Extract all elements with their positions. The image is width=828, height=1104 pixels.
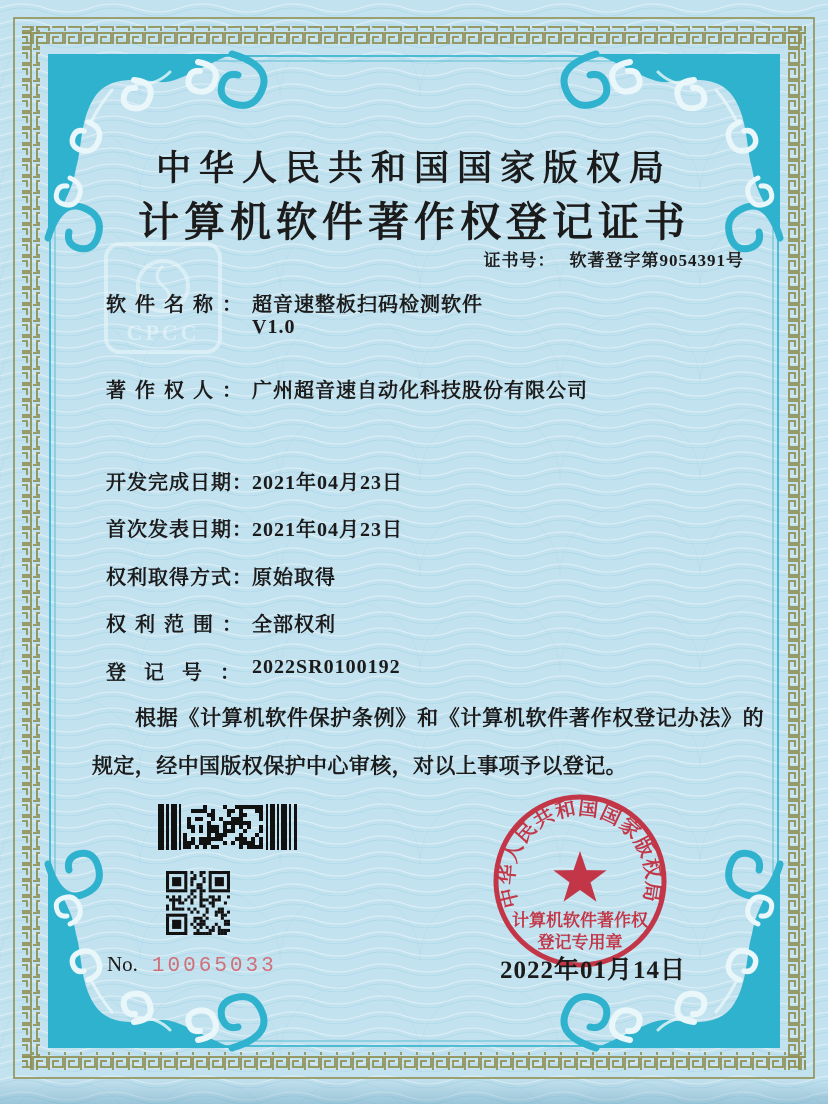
field-row-rights-scope <box>106 608 336 636</box>
field-label: 著作权人： <box>106 380 251 402</box>
certificate-title: 计算机软件著作权登记证书 <box>138 199 690 245</box>
field-value: 全部权利 <box>252 614 336 636</box>
field-row-registration-number <box>106 656 401 684</box>
field-row-dev-complete-date <box>106 466 403 494</box>
field-value: 超音速整板扫码检测软件 <box>252 294 483 316</box>
software-version: V1.0 <box>252 316 296 338</box>
field-row-rights-acquisition <box>106 561 336 589</box>
registration-statement: 根据《计算机软件保护条例》和《计算机软件著作权登记办法》的规定，经中国版权保护中心审核，对以上事项予以登记。 <box>92 706 764 778</box>
red-star-icon <box>553 851 606 902</box>
certificate-number-value: 软著登字第9054391号 <box>569 251 744 270</box>
seal-text-line1: 计算机软件著作权 <box>512 911 648 930</box>
field-row-copyright-owner <box>106 374 588 402</box>
field-row-first-publish-date <box>106 513 403 541</box>
field-value: 2021年04月23日 <box>252 519 403 541</box>
serial-value: 10065033 <box>151 955 277 978</box>
barcode-2d <box>158 804 298 855</box>
field-value: 原始取得 <box>252 567 336 589</box>
field-label: 权利范围： <box>106 614 251 636</box>
serial-number-line <box>107 952 277 978</box>
field-label: 开发完成日期： <box>106 472 253 494</box>
seal-text-line2: 登记专用章 <box>537 933 623 952</box>
field-label: 软件名称： <box>106 294 251 316</box>
certificate-number-label: 证书号： <box>483 251 556 270</box>
seal-arc-text: 中华人民共和国国家版权局 <box>496 797 664 910</box>
field-label: 首次发表日期： <box>106 519 253 541</box>
field-value: 广州超音速自动化科技股份有限公司 <box>252 380 588 402</box>
svg-text:CPCC: CPCC <box>126 320 200 345</box>
issuing-authority-title: 中华人民共和国国家版权局 <box>155 149 672 188</box>
issue-date: 2022年01月14日 <box>500 957 687 984</box>
certificate-number-line <box>484 246 745 271</box>
qr-code <box>166 871 230 940</box>
field-value: 2021年04月23日 <box>252 472 403 494</box>
field-value: 2022SR0100192 <box>252 656 401 678</box>
serial-label: No. <box>107 952 138 976</box>
field-label: 权利取得方式： <box>106 567 253 589</box>
field-label: 登记号： <box>106 662 258 684</box>
